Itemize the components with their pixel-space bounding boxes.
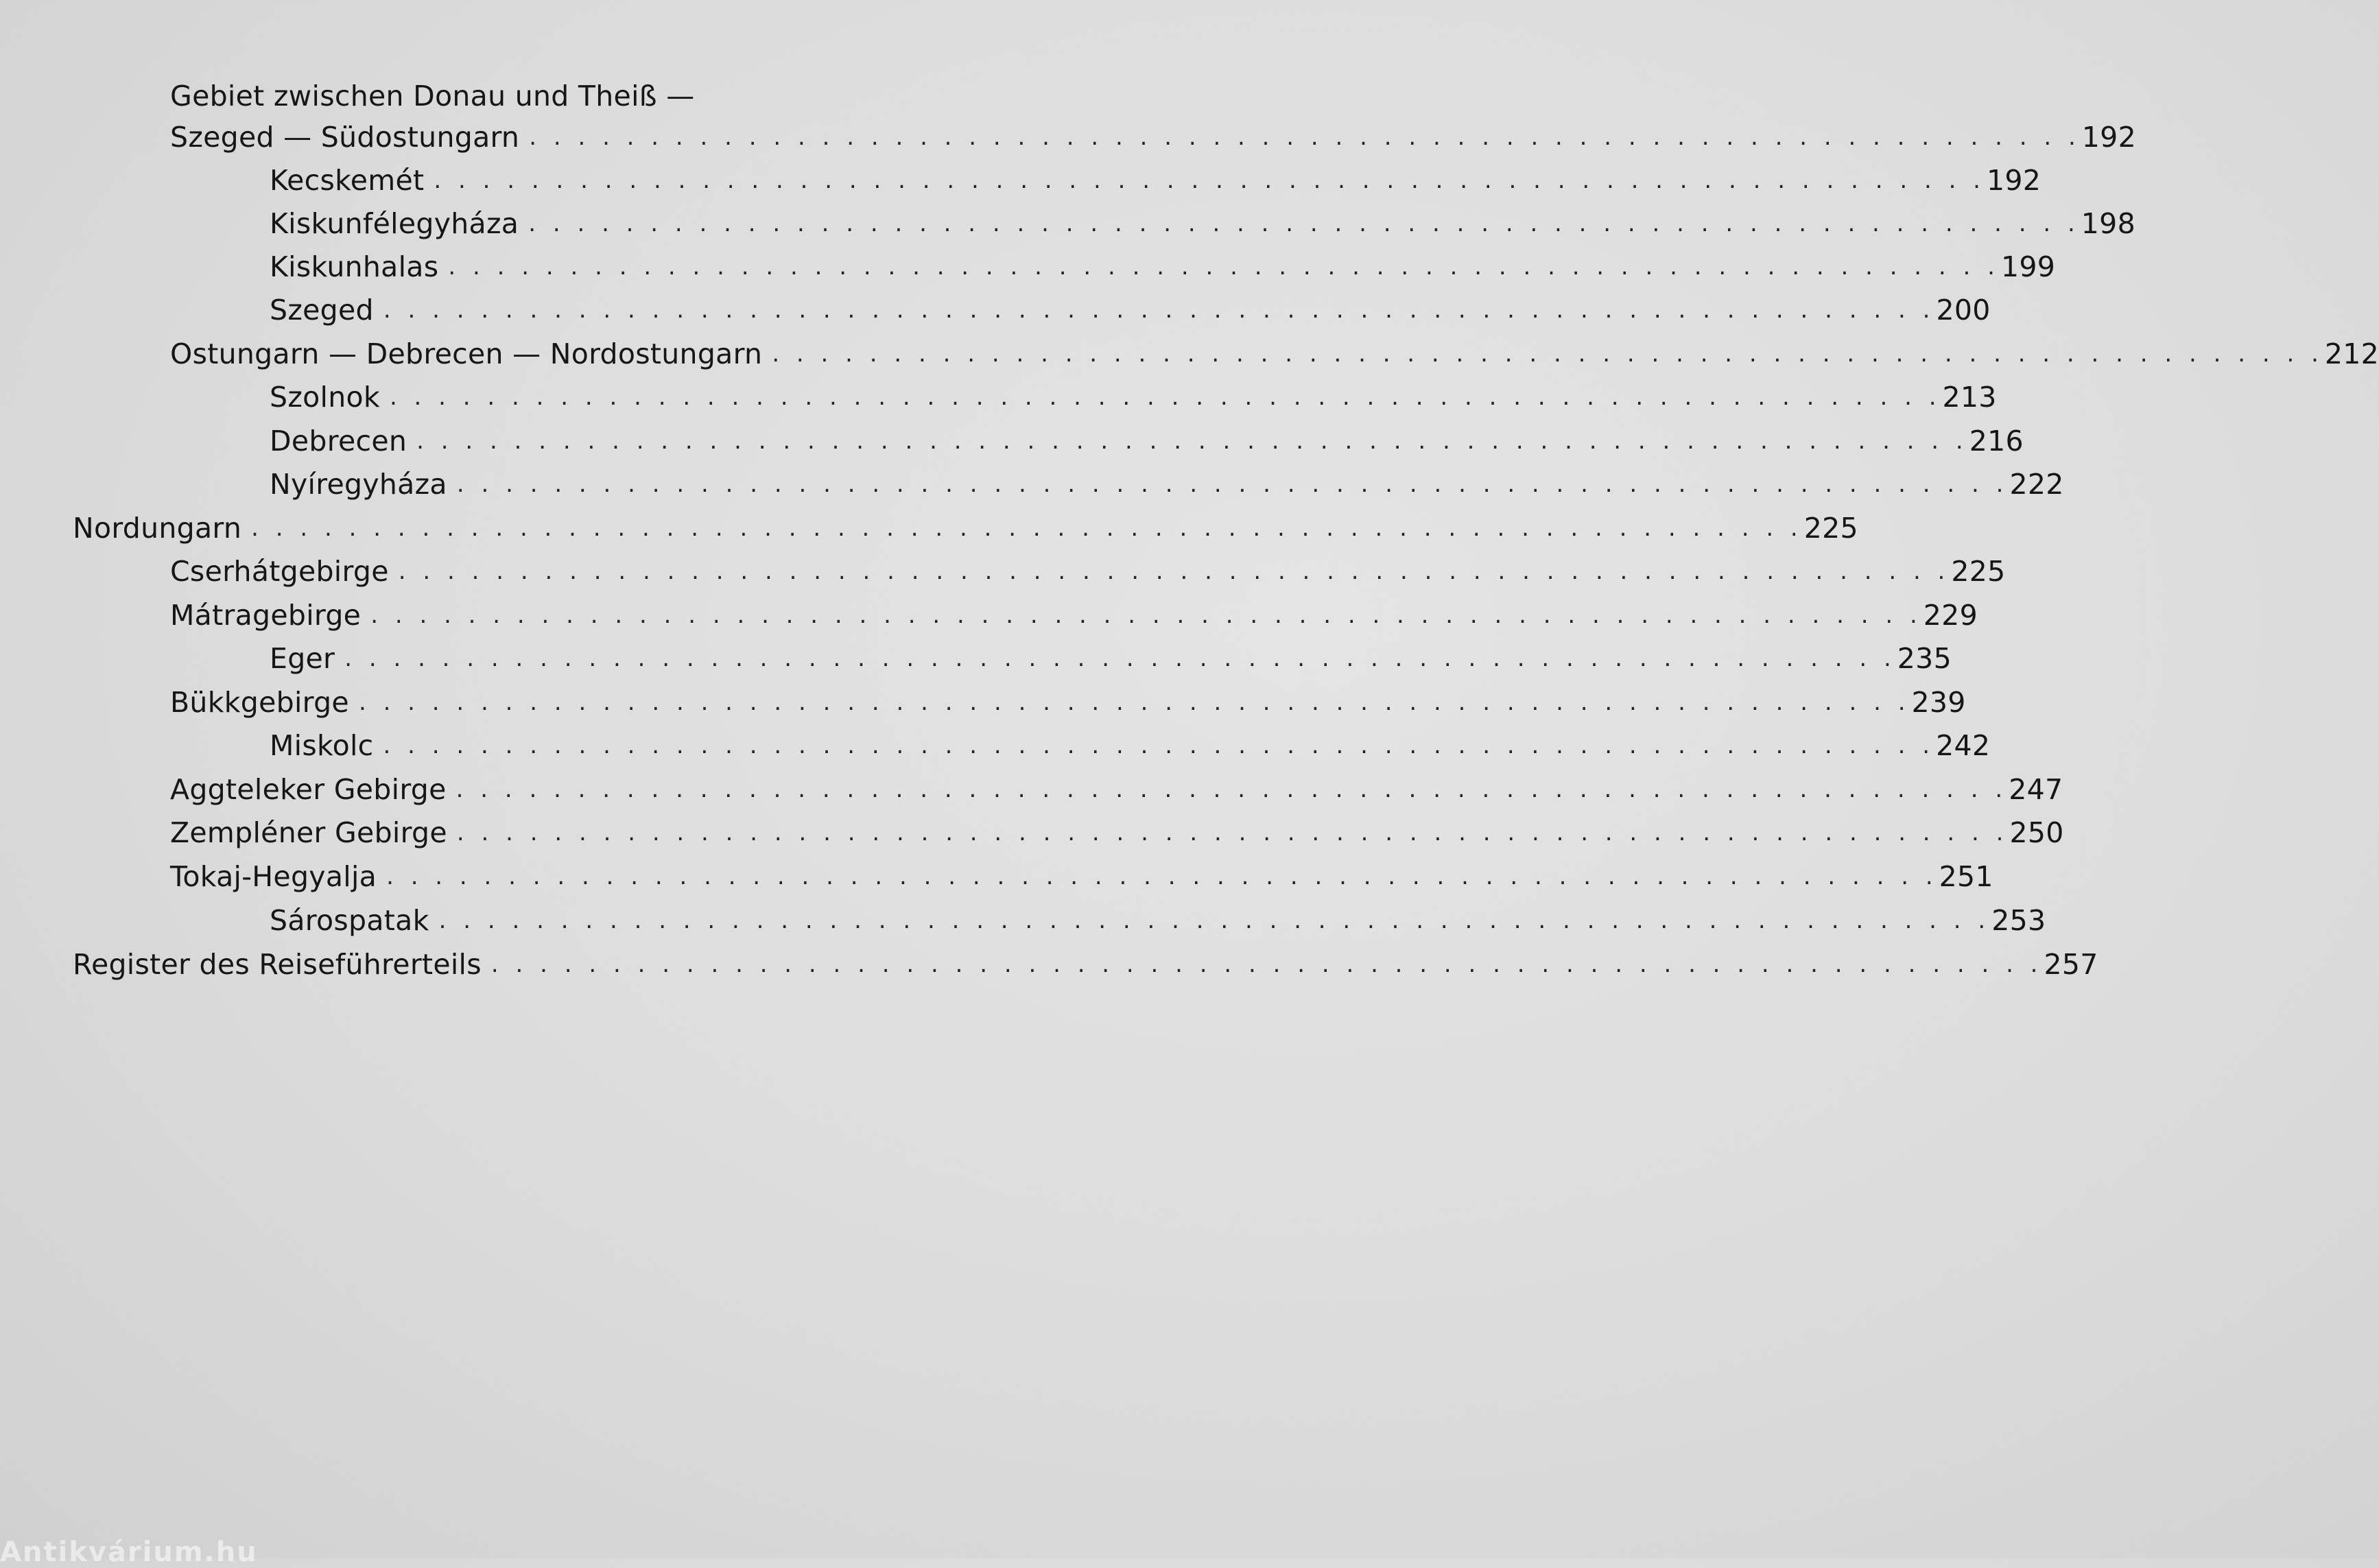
toc-page-number: 247 (2009, 773, 2063, 806)
toc-entry (270, 420, 2024, 462)
toc-entry (270, 203, 2135, 244)
toc-leader-dots: . . . . . . . . . . . . . . . . . . . . . . . . . . . . . . . . . . . . . . . . . . . . . . . . . . . . . . . . . . . . . . . . (490, 951, 2043, 978)
toc-leader-dots: . . . . . . . . . . . . . . . . . . . . . . . . . . . . . . . . . . . . . . . . . . . . . . . . . . . . . . . . . . . . . . . . (398, 558, 1950, 585)
toc-page-number: 200 (1936, 294, 1991, 326)
toc-entry (270, 900, 2046, 941)
toc-page-number: 216 (1969, 425, 2024, 458)
toc-heading-line: Gebiet zwischen Donau und Theiß — (170, 80, 695, 112)
toc-entry (270, 289, 1991, 331)
toc-page-number: 222 (2009, 468, 2064, 501)
toc-page-number: 192 (2081, 121, 2136, 154)
toc-entry (270, 160, 2041, 201)
toc-entry (270, 246, 2056, 287)
toc-entry-label: Aggteleker Gebirge (170, 773, 447, 806)
toc-entry (170, 769, 2063, 810)
toc-entry (270, 377, 1997, 418)
toc-page-number: 212 (2324, 337, 2379, 370)
toc-leader-dots: . . . . . . . . . . . . . . . . . . . . . . . . . . . . . . . . . . . . . . . . . . . . . . . . . . . . . . . . . . . . . . . . (529, 123, 2081, 151)
toc-entry-label: Eger (270, 642, 335, 675)
toc-entry-label: Miskolc (270, 729, 374, 762)
toc-entry-label: Mátragebirge (170, 599, 362, 632)
toc-page-number: 253 (1991, 904, 2046, 937)
toc-entry-label: Ostungarn — Debrecen — Nordostungarn (170, 337, 763, 370)
toc-leader-dots: . . . . . . . . . . . . . . . . . . . . . . . . . . . . . . . . . . . . . . . . . . . . . . . . . . . . . . . . . . . . . . . . (456, 471, 2009, 498)
toc-page-number: 235 (1897, 642, 1952, 675)
toc-entry (270, 725, 1991, 766)
toc-leader-dots: . . . . . . . . . . . . . . . . . . . . . . . . . . . . . . . . . . . . . . . . . . . . . . . . . . . . . . . . . . . . . . . . (455, 776, 2008, 803)
toc-page-number: 213 (1942, 381, 1997, 414)
toc-leader-dots: . . . . . . . . . . . . . . . . . . . . . . . . . . . . . . . . . . . . . . . . . . . . . . . . . . . . . . . . . . . . . . . . (772, 340, 2323, 368)
toc-page-number: 225 (1803, 512, 1858, 545)
toc-entry-label: Tokaj-Hegyalja (170, 860, 377, 893)
toc-entry-label: Szeged (270, 294, 374, 326)
toc-leader-dots: . . . . . . . . . . . . . . . . . . . . . . . . . . . . . . . . . . . . . . . . . . . . . . . . . . . . . . . . . . . . . . . . (383, 732, 1935, 759)
toc-leader-dots: . . . . . . . . . . . . . . . . . . . . . . . . . . . . . . . . . . . . . . . . . . . . . . . . . . . . . . . . . . . . . . . . (370, 602, 1922, 629)
toc-entry-label: Sárospatak (270, 904, 429, 937)
watermark: Antikvárium.hu (0, 1536, 258, 1568)
toc-leader-dots: . . . . . . . . . . . . . . . . . . . . . . . . . . . . . . . . . . . . . . . . . . . . . . . . . . . . . . . . . . . . . . . . (456, 819, 2009, 846)
toc-entry-label: Bükkgebirge (170, 686, 349, 719)
toc-entry-label: Nyíregyháza (270, 468, 447, 501)
toc-page-number: 242 (1936, 729, 1991, 762)
toc-page-number: 225 (1951, 555, 2006, 588)
toc-entry-label: Kecskemét (270, 164, 425, 197)
toc-entry-label: Zempléner Gebirge (170, 816, 447, 849)
toc-page-number: 199 (2000, 250, 2056, 283)
toc-leader-dots: . . . . . . . . . . . . . . . . . . . . . . . . . . . . . . . . . . . . . . . . . . . . . . . . . . . . . . . . . . . . . . . . (528, 210, 2080, 237)
toc-entry-label: Szolnok (270, 381, 380, 414)
toc-page-number: 251 (1939, 860, 1993, 893)
toc-leader-dots: . . . . . . . . . . . . . . . . . . . . . . . . . . . . . . . . . . . . . . . . . . . . . . . . . . . . . . . . . . . . . . . . (386, 863, 1938, 890)
toc-entry (270, 638, 1952, 679)
toc-entry-label: Nordungarn (73, 512, 242, 545)
toc-entry (170, 595, 1978, 636)
toc-entry (170, 551, 2006, 592)
toc-leader-dots: . . . . . . . . . . . . . . . . . . . . . . . . . . . . . . . . . . . . . . . . . . . . . . . . . . . . . . . . . . . . . . . . (383, 296, 1935, 324)
toc-entry (170, 333, 2379, 375)
toc-entry-label: Register des Reiseführerteils (73, 948, 482, 981)
toc-entry (170, 117, 2136, 158)
toc-page-number: 192 (1987, 164, 2041, 197)
toc-leader-dots: . . . . . . . . . . . . . . . . . . . . . . . . . . . . . . . . . . . . . . . . . . . . . . . . . . . . . . . . . . . . . . . . (389, 383, 1941, 411)
toc-page-number: 239 (1911, 686, 1966, 719)
toc-entry-label: Kiskunhalas (270, 250, 439, 283)
toc-entry (73, 508, 1858, 549)
toc-entry-label: Kiskunfélegyháza (270, 207, 519, 240)
toc-page-number: 229 (1923, 599, 1978, 632)
toc-entry (73, 944, 2098, 985)
toc-entry-label: Cserhátgebirge (170, 555, 389, 588)
toc-leader-dots: . . . . . . . . . . . . . . . . . . . . . . . . . . . . . . . . . . . . . . . . . . . . . . . . . . . . . . . . . . . . . . . . (344, 645, 1896, 672)
toc-leader-dots: . . . . . . . . . . . . . . . . . . . . . . . . . . . . . . . . . . . . . . . . . . . . . . . . . . . . . . . . . . . . . . . . (438, 907, 1991, 934)
toc-leader-dots: . . . . . . . . . . . . . . . . . . . . . . . . . . . . . . . . . . . . . . . . . . . . . . . . . . . . . . . . . . . . . . . . (416, 427, 1968, 455)
toc-entry-label: Szeged — Südostungarn (170, 121, 520, 154)
toc-page-number: 250 (2009, 816, 2064, 849)
toc-leader-dots: . . . . . . . . . . . . . . . . . . . . . . . . . . . . . . . . . . . . . . . . . . . . . . . . . . . . . . . . . . . . . . . . (358, 689, 1910, 716)
toc-leader-dots: . . . . . . . . . . . . . . . . . . . . . . . . . . . . . . . . . . . . . . . . . . . . . . . . . . . . . . . . . . . . . . . . (251, 514, 1803, 542)
toc-page-number: 257 (2044, 948, 2098, 981)
toc-page-number: 198 (2081, 207, 2135, 240)
toc-leader-dots: . . . . . . . . . . . . . . . . . . . . . . . . . . . . . . . . . . . . . . . . . . . . . . . . . . . . . . . . . . . . . . . . (434, 167, 1985, 194)
toc-leader-dots: . . . . . . . . . . . . . . . . . . . . . . . . . . . . . . . . . . . . . . . . . . . . . . . . . . . . . . . . . . . . . . . . (448, 253, 2000, 281)
toc-entry (170, 812, 2064, 853)
toc-entry (170, 856, 1993, 897)
toc-entry (170, 682, 1966, 723)
toc-entry-label: Debrecen (270, 425, 407, 458)
toc-entry (270, 464, 2064, 505)
